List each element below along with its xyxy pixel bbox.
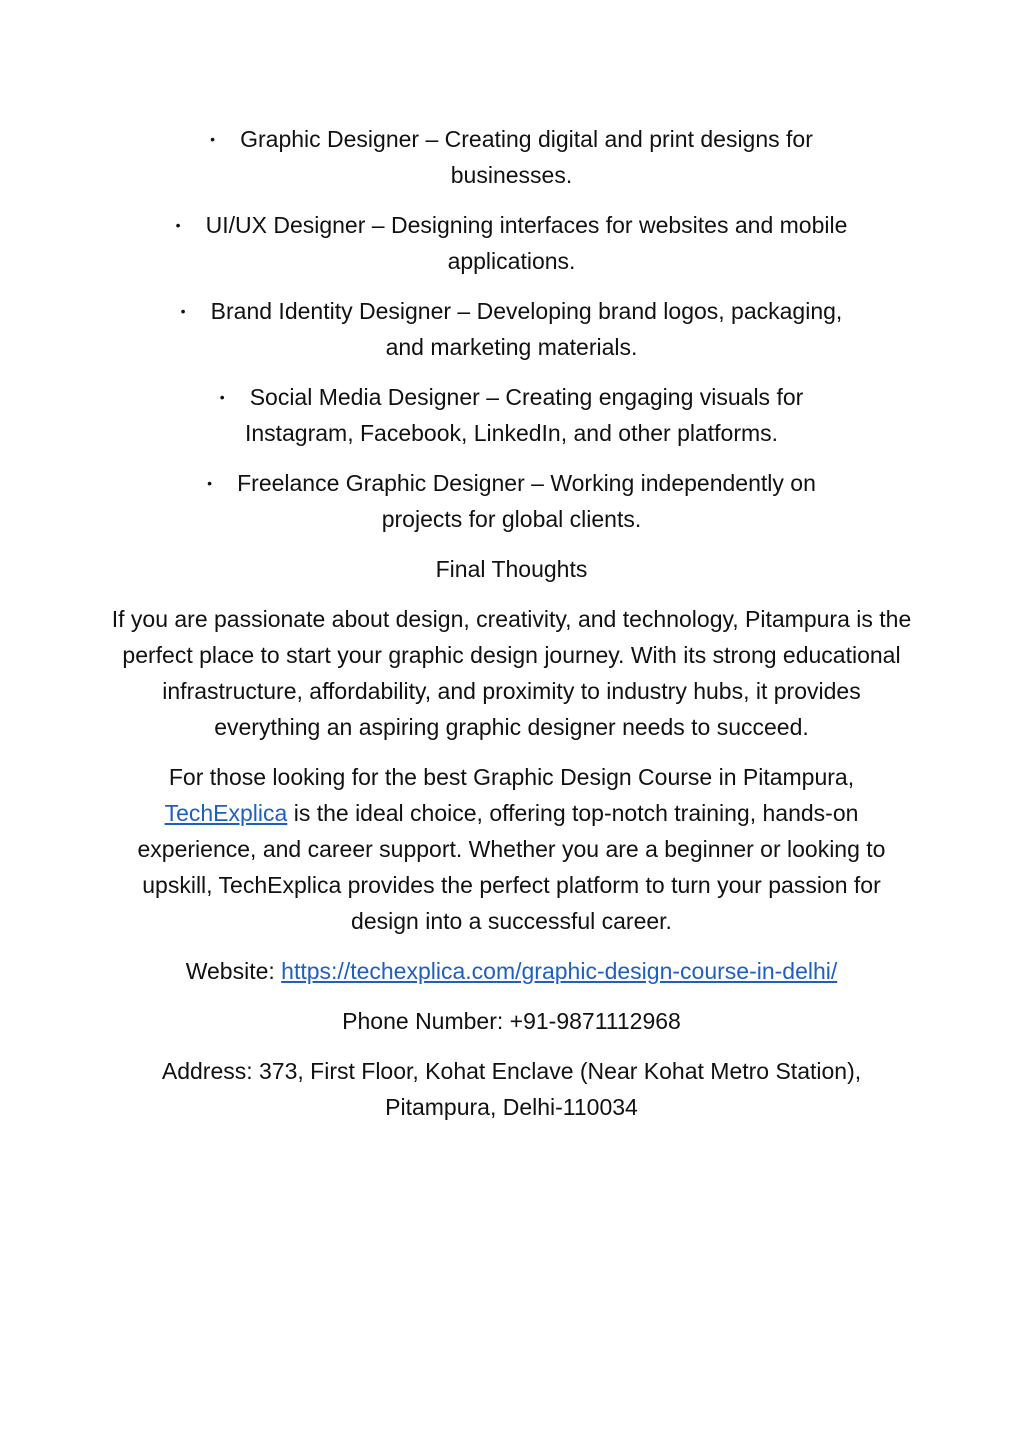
role-description: Developing brand logos, packaging, (476, 298, 843, 324)
phone-number: Phone Number: +91-9871112968 (342, 1008, 681, 1034)
address-line-1: Address: 373, First Floor, Kohat Enclave (Near Kohat Metro Station), (161, 1058, 862, 1084)
role-separator: – (419, 126, 445, 152)
role-title: Social Media Designer (249, 384, 480, 410)
website-line (110, 953, 913, 989)
role-description-continued: Instagram, Facebook, LinkedIn, and other platforms. (244, 420, 779, 446)
role-separator: – (365, 212, 391, 238)
section-heading-final-thoughts: Final Thoughts (435, 556, 588, 582)
role-title: UI/UX Designer (205, 212, 366, 238)
bullet-icon: • (219, 389, 225, 405)
list-item (110, 121, 913, 193)
role-description: Creating engaging visuals for (505, 384, 804, 410)
address (110, 1053, 913, 1125)
document-page (110, 121, 913, 1139)
list-item (110, 379, 913, 451)
final-thoughts-paragraph: If you are passionate about design, creativity, and technology, Pitampura is the perfect place to start your graphic design journey. With its strong educational infrastructure, affordability, and proximity to industry hubs, it provides everything an aspiring graphic designer needs to succeed. (111, 606, 912, 740)
list-item (110, 293, 913, 365)
bullet-icon: • (207, 475, 213, 491)
recommendation-text-start: For those looking for the best Graphic Design Course in Pitampura, (168, 764, 855, 790)
role-description-continued: businesses. (450, 162, 573, 188)
website-link[interactable]: https://techexplica.com/graphic-design-course-in-delhi/ (281, 958, 838, 984)
techexplica-link[interactable]: TechExplica (164, 800, 288, 826)
role-title: Brand Identity Designer (210, 298, 452, 324)
role-description: Working independently on (550, 470, 816, 496)
website-label: Website: (185, 958, 275, 984)
career-roles-list (110, 121, 913, 537)
role-separator: – (524, 470, 551, 496)
role-description-continued: and marketing materials. (385, 334, 638, 360)
role-separator: – (479, 384, 506, 410)
recommendation-paragraph (110, 759, 913, 939)
role-description: Creating digital and print designs for (444, 126, 813, 152)
bullet-icon: • (175, 217, 181, 233)
role-title: Freelance Graphic Designer (237, 470, 525, 496)
role-description: Designing interfaces for websites and mobile (390, 212, 848, 238)
role-description-continued: applications. (447, 248, 576, 274)
bullet-icon: • (180, 303, 186, 319)
role-title: Graphic Designer (240, 126, 420, 152)
list-item (110, 207, 913, 279)
bullet-icon: • (210, 131, 216, 147)
address-line-2: Pitampura, Delhi-110034 (385, 1094, 638, 1120)
role-description-continued: projects for global clients. (381, 506, 642, 532)
role-separator: – (451, 298, 477, 324)
list-item (110, 465, 913, 537)
recommendation-text-rest: is the ideal choice, offering top-notch training, hands-on experience, and career support. Whether you are a beginner or looking to upskill, TechExplica provides the perfect platform to turn your passion for design into a successful career. (137, 800, 886, 934)
